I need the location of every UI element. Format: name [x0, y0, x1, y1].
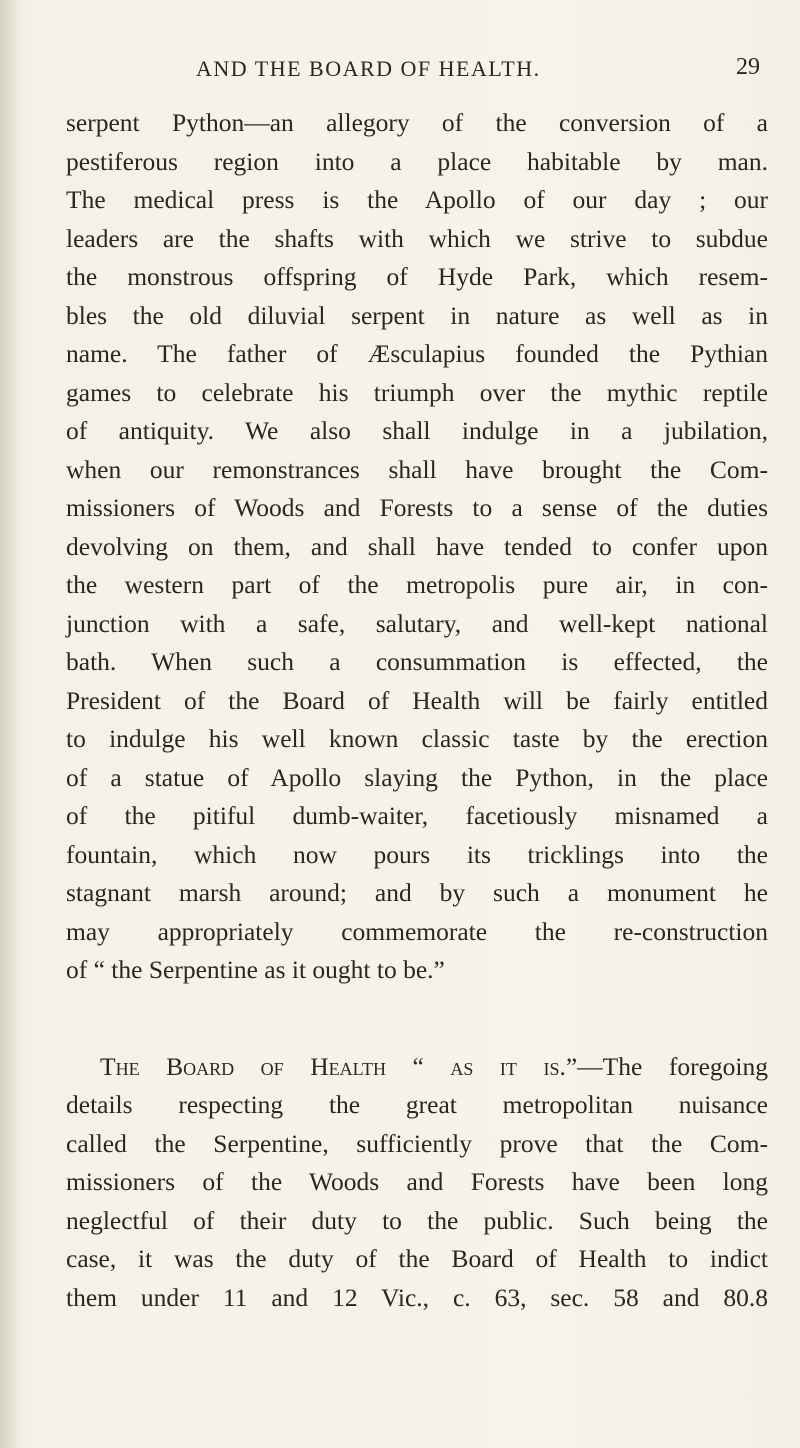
text-line: leaders are the shafts with which we strive to subdue [66, 223, 768, 253]
text-line: the western part of the metropolis pure air, in con- [66, 570, 768, 599]
text-line: details respecting the great metropolitan nuisance [66, 1090, 768, 1119]
section-first-line [66, 1048, 768, 1087]
gutter-shadow [0, 0, 18, 1448]
text-line: pestiferous region into a place habitable by man. [66, 146, 768, 176]
section-break [66, 990, 768, 1048]
text-line: missioners of Woods and Forests to a sense of the duties [66, 493, 768, 522]
text-line: devolving on them, and shall have tended to confer upon [66, 531, 768, 561]
text-line: missioners of the Woods and Forests have been long [66, 1167, 768, 1196]
text-line: junction with a safe, salutary, and well-kept national [66, 608, 768, 638]
text-line: called the Serpentine, sufficiently prove that the Com- [66, 1128, 768, 1158]
text-line: neglectful of their duty to the public. Such being the [66, 1205, 768, 1235]
text-line: stagnant marsh around; and by such a monument he [66, 878, 768, 907]
running-head: AND THE BOARD OF HEALTH. [196, 56, 541, 81]
text-line: may appropriately commemorate the re-construction [66, 916, 768, 946]
body-text [66, 104, 768, 1317]
text-line: President of the Board of Health will be fairly entitled [66, 685, 768, 715]
text-line: of the pitiful dumb-waiter, facetiously misnamed a [66, 801, 768, 830]
section-first-line-rest: —The foregoing [577, 1051, 768, 1081]
page-number: 29 [736, 54, 760, 80]
text-line: of a statue of Apollo slaying the Python, in the place [66, 762, 768, 792]
text-line: to indulge his well known classic taste by the erection [66, 724, 768, 753]
section-heading: The Board of Health “ as it is.” [100, 1051, 578, 1081]
text-line: name. The father of Æsculapius founded the Pythian [66, 339, 768, 368]
text-line: bath. When such a consummation is effected, the [66, 647, 768, 676]
text-line: bles the old diluvial serpent in nature as well as in [66, 300, 768, 330]
text-line: serpent Python—an allegory of the conversion of a [66, 108, 768, 137]
text-line: them under 11 and 12 Vic., c. 63, sec. 58 and 80.8 [66, 1282, 768, 1312]
text-line: of “ the Serpentine as it ought to be.” [66, 955, 445, 984]
paragraph-serpentine-allegory [66, 104, 768, 990]
text-line: fountain, which now pours its tricklings into the [66, 839, 768, 869]
text-line: of antiquity. We also shall indulge in a jubilation, [66, 416, 768, 445]
text-line: case, it was the duty of the Board of Health to indict [66, 1244, 768, 1273]
text-line: when our remonstrances shall have brought the Com- [66, 454, 768, 484]
page-header [60, 56, 760, 90]
text-line: games to celebrate his triumph over the mythic reptile [66, 377, 768, 407]
text-line: the monstrous offspring of Hyde Park, which resem- [66, 262, 768, 291]
text-line: The medical press is the Apollo of our day ; our [66, 185, 768, 214]
paragraph-board-of-health [66, 1048, 768, 1318]
